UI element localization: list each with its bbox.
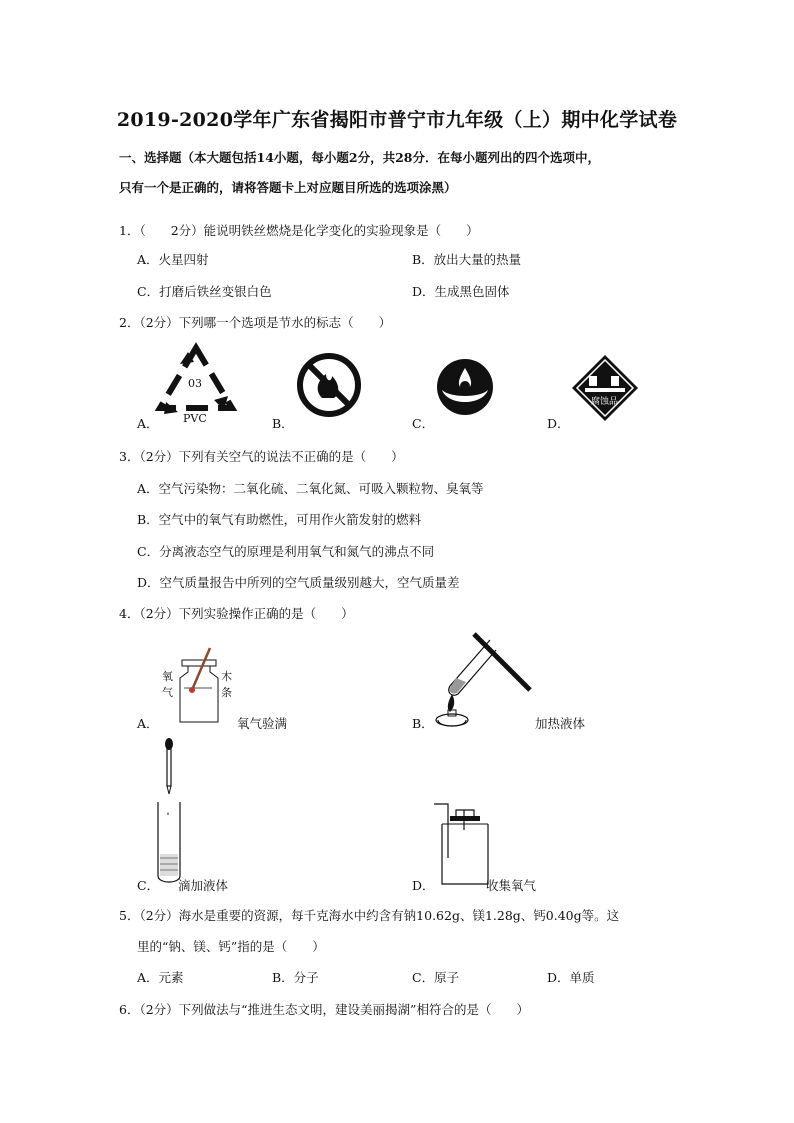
recycle-number: 03 xyxy=(188,377,202,390)
gas-collection-bottle-icon xyxy=(432,800,492,886)
section-heading-line1: 一、选择题（本大题包括14小题，每小题2分，共28分．在每小题列出的四个选项中， xyxy=(119,150,600,165)
q2-option-d: D． xyxy=(547,416,570,431)
q1-option-c: C．打磨后铁丝变银白色 xyxy=(137,284,272,299)
dropper-test-tube-icon xyxy=(152,736,186,886)
q3-stem: 3．（2分）下列有关空气的说法不正确的是（ ） xyxy=(119,449,404,464)
q4-option-d: D． xyxy=(412,878,435,893)
q2-stem: 2．（2分）下列哪一个选项是节水的标志（ ） xyxy=(119,315,392,330)
water-saving-icon xyxy=(434,356,496,418)
q4a-label-wood-1: 木 xyxy=(221,670,232,683)
page-title: 2019-2020学年广东省揭阳市普宁市九年级（上）期中化学试卷 xyxy=(116,109,678,131)
q3-option-c: C．分离液态空气的原理是利用氧气和氮气的沸点不同 xyxy=(137,544,435,559)
q2-option-a: A． xyxy=(137,416,159,431)
q4-option-a: A． xyxy=(137,716,159,731)
q1-option-d: D．生成黑色固体 xyxy=(412,284,510,299)
q4-stem: 4．（2分）下列实验操作正确的是（ ） xyxy=(119,606,354,621)
section-heading-line2: 只有一个是正确的，请将答题卡上对应题目所选的选项涂黑） xyxy=(119,180,457,195)
q1-option-b: B．放出大量的热量 xyxy=(412,252,522,267)
q6-stem: 6．（2分）下列做法与“推进生态文明，建设美丽揭湖”相符合的是（ ） xyxy=(119,1002,529,1017)
q3-option-a: A．空气污染物：二氧化硫、二氧化氮、可吸入颗粒物、臭氧等 xyxy=(137,481,484,496)
q5-option-c: C．原子 xyxy=(412,970,460,985)
q5-stem-line2: 里的“钠、镁、钙”指的是（ ） xyxy=(137,939,325,954)
q4a-label-wood-2: 条 xyxy=(221,686,232,699)
q4-option-a-caption: 氧气验满 xyxy=(237,716,288,731)
q4a-label-oxygen-2: 气 xyxy=(162,686,173,699)
q4-option-b-caption: 加热液体 xyxy=(535,716,586,731)
corrosive-icon xyxy=(571,354,639,422)
recycle-text: PVC xyxy=(183,412,207,425)
q5-stem-line1: 5．（2分）海水是重要的资源，每千克海水中约含有钠10.62g、镁1.28g、钙0.40g等。这 xyxy=(119,908,620,923)
corrosive-label: 腐蚀品 xyxy=(591,397,619,407)
q4-option-c: C． xyxy=(137,878,160,893)
q5-option-d: D．单质 xyxy=(547,970,595,985)
q2-option-c: C． xyxy=(412,416,435,431)
q5-option-a: A．元素 xyxy=(137,970,184,985)
q4a-label-oxygen-1: 氧 xyxy=(162,670,173,683)
no-fire-icon xyxy=(296,352,362,418)
q1-option-a: A．火星四射 xyxy=(137,252,209,267)
q3-option-d: D．空气质量报告中所列的空气质量级别越大，空气质量差 xyxy=(137,575,460,590)
q2-option-b: B． xyxy=(272,416,294,431)
heating-test-tube-icon xyxy=(432,630,532,730)
q3-option-b: B．空气中的氧气有助燃性，可用作火箭发射的燃料 xyxy=(137,512,422,527)
q4-option-d-caption: 收集氧气 xyxy=(486,878,537,893)
q5-option-b: B．分子 xyxy=(272,970,319,985)
q4-option-c-caption: 滴加液体 xyxy=(178,878,229,893)
q4-option-b: B． xyxy=(412,716,434,731)
q1-stem: 1．（ 2分）能说明铁丝燃烧是化学变化的实验现象是（ ） xyxy=(119,223,479,238)
